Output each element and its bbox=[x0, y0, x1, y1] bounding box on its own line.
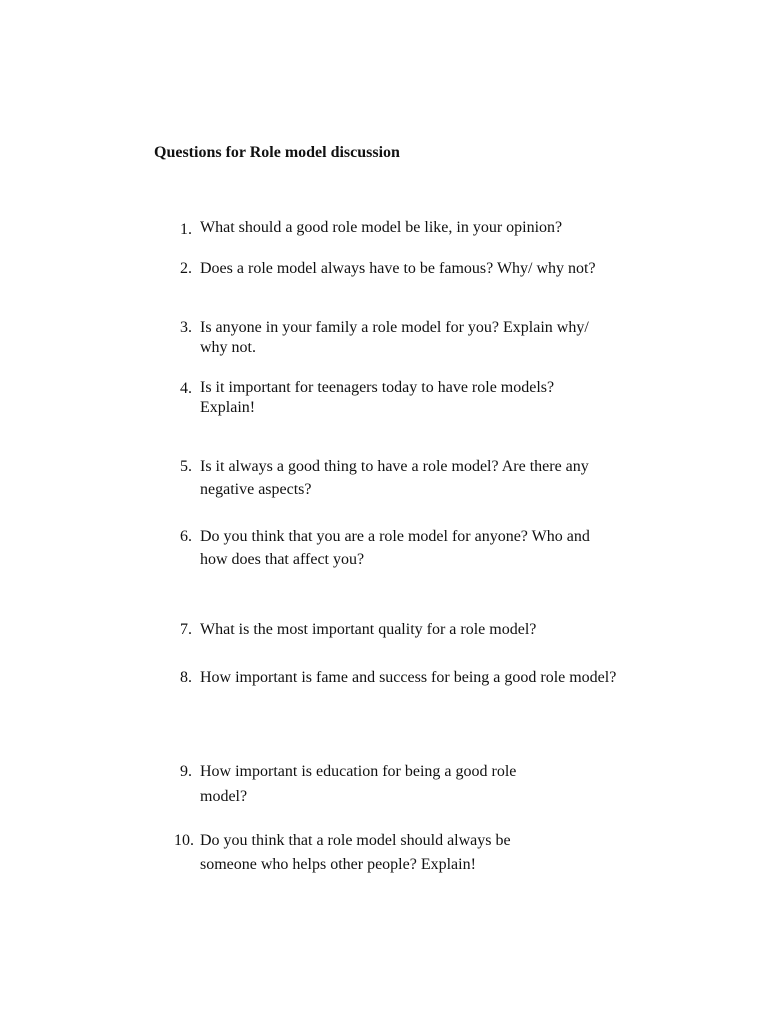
question-text: Is it always a good thing to have a role model? Are there any negative aspects? bbox=[200, 458, 589, 498]
question-text: Is anyone in your family a role model for you? Explain why/ why not. bbox=[200, 319, 589, 356]
question-number: 1. bbox=[180, 221, 192, 238]
question-number: 3. bbox=[180, 319, 192, 336]
question-number: 10. bbox=[174, 832, 194, 849]
question-number: 6. bbox=[180, 528, 192, 545]
question-number: 4. bbox=[180, 380, 192, 397]
question-number: 2. bbox=[180, 260, 192, 277]
question-number: 7. bbox=[180, 621, 192, 638]
question-text: What should a good role model be like, in your opinion? bbox=[200, 219, 563, 236]
question-text: Is it important for teenagers today to have role models? Explain! bbox=[200, 379, 555, 416]
question-number: 9. bbox=[180, 763, 192, 780]
page-title: Questions for Role model discussion bbox=[154, 144, 400, 161]
question-text: Do you think that a role model should always be someone who helps other people? Explain! bbox=[200, 832, 511, 873]
question-text: Do you think that you are a role model for anyone? Who and how does that affect you? bbox=[200, 528, 590, 568]
question-text: How important is education for being a good role model? bbox=[200, 763, 517, 805]
question-number: 5. bbox=[180, 458, 192, 475]
question-text: How important is fame and success for being a good role model? bbox=[200, 669, 617, 686]
question-number: 8. bbox=[180, 669, 192, 686]
question-text: Does a role model always have to be famous? Why/ why not? bbox=[200, 260, 596, 277]
question-text: What is the most important quality for a role model? bbox=[200, 621, 537, 638]
